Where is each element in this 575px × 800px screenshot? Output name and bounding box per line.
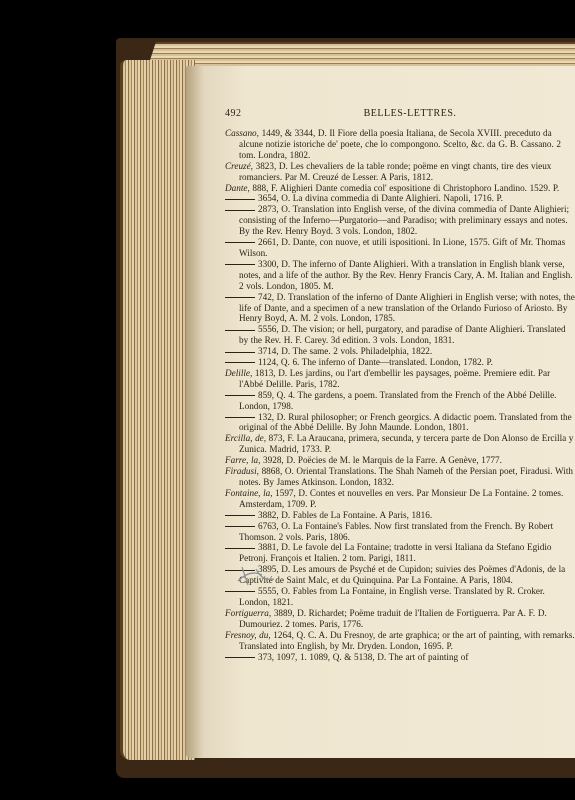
entry-author: Creuzé, bbox=[225, 160, 253, 171]
catalog-entries bbox=[225, 128, 575, 662]
entry-author: Cassano, bbox=[225, 128, 259, 138]
entry-text: 6763, O. La Fontaine's Fables. Now first translated from the French. By Robert Thomson. 2 vols. Paris, 1806. bbox=[239, 520, 554, 542]
entry-text: 373, 1097, 1. 1089, Q. & 5138, D. The art of painting of bbox=[258, 651, 469, 662]
catalog-entry bbox=[225, 368, 575, 390]
ditto-dash bbox=[225, 515, 255, 516]
catalog-entry bbox=[225, 357, 575, 368]
entry-author: Fresnoy, du, bbox=[225, 629, 271, 640]
entry-author: Delille, bbox=[225, 367, 253, 378]
entry-text: 859, Q. 4. The gardens, a poem. Translated from the French of the Abbé Delille. London, 1798. bbox=[239, 389, 557, 411]
entry-text: 2873, O. Translation into English verse, of the divina commedia of Dante Alighieri; consisting of the Inferno—Purgatorio—and Paradiso; with preliminary essays and notes. By the Rev. Henry Boyd. 3 vols. London, 1802. bbox=[239, 204, 570, 237]
pencil-mark bbox=[236, 563, 276, 587]
ditto-dash bbox=[225, 417, 255, 418]
entry-text: 3654, O. La divina commedia di Dante Alighieri. Napoli, 1716. P. bbox=[258, 193, 503, 204]
catalog-entry bbox=[225, 455, 575, 466]
catalog-entry bbox=[225, 324, 575, 346]
ditto-dash bbox=[225, 526, 255, 527]
catalog-entry bbox=[225, 412, 575, 434]
catalog-entry bbox=[225, 183, 575, 194]
entry-text: 3928, D. Poëcies de M. le Marquis de la Farre. A Genève, 1777. bbox=[263, 455, 502, 466]
catalog-entry bbox=[225, 433, 575, 455]
catalog-entry bbox=[225, 510, 575, 521]
ditto-dash bbox=[225, 548, 255, 549]
ditto-dash bbox=[225, 297, 255, 298]
entry-author: Fortiguerra, bbox=[225, 607, 272, 618]
entry-text: 5556, D. The vision; or hell, purgatory, and paradise of Dante Alighieri. Translated by the Rev. H. F. Carey. 3d edition. 3 vols. London, 1831. bbox=[239, 324, 566, 346]
entry-author: Farre, la, bbox=[225, 455, 261, 466]
page-edges-top bbox=[148, 42, 575, 66]
catalog-entry bbox=[225, 542, 575, 564]
entry-text: 1449, & 3344, D. Il Fiore della poesia Italiana, de Secola XVIII. preceduto da alcune notizie istoriche de' poete, che lo compongono. Scelto, &c. da G. B. Cassano. 2 tom. Londra, 1802. bbox=[239, 128, 561, 160]
entry-text: 3889, D. Richardet; Poëme traduit de l'Italien de Fortiguerra. Par A. F. D. Dumouriez. 2 tomes. Paris, 1776. bbox=[239, 607, 547, 629]
entry-text: 132, D. Rural philosopher; or French georgics. A didactic poem. Translated from the original of the Abbé Delille. By John Maunde. London, 1801. bbox=[239, 411, 572, 433]
catalog-entry bbox=[225, 259, 575, 292]
page-header bbox=[225, 108, 575, 126]
ditto-dash bbox=[225, 330, 255, 331]
entry-text: 3881, D. Le favole del La Fontaine; tradotte in versi Italiana da Stefano Egidio Petronj. François et Italien. 2 tom. Parigi, 1811. bbox=[239, 542, 552, 564]
catalog-entry bbox=[225, 466, 575, 488]
running-head: BELLES-LETTRES. bbox=[363, 108, 457, 119]
ditto-dash bbox=[225, 352, 255, 353]
ditto-dash bbox=[225, 362, 255, 363]
ditto-dash bbox=[225, 242, 255, 243]
catalog-entry bbox=[225, 630, 575, 652]
entry-author: Fontaine, la, bbox=[225, 487, 273, 498]
ditto-dash bbox=[225, 199, 255, 200]
ditto-dash bbox=[225, 395, 255, 396]
entry-text: 3714, D. The same. 2 vols. Philadelphia, 1822. bbox=[258, 346, 433, 357]
page-edges-side bbox=[120, 60, 195, 760]
catalog-entry bbox=[225, 390, 575, 412]
entry-text: 1264, Q. C. A. Du Fresnoy, de arte graphica; or the art of painting, with remarks. Translated into English, by Mr. Dryden. London, 1695. P. bbox=[239, 629, 575, 651]
catalog-entry bbox=[225, 292, 575, 325]
ditto-dash bbox=[225, 657, 255, 658]
entry-text: 2661, D. Dante, con nuove, et utili ispositioni. In Lione, 1575. Gift of Mr. Thomas Wilson. bbox=[239, 237, 566, 258]
catalog-entry bbox=[225, 128, 575, 161]
ditto-dash bbox=[225, 210, 255, 211]
entry-text: 1124, Q. 6. The inferno of Dante—translated. London, 1782. P. bbox=[258, 357, 493, 368]
ditto-dash bbox=[225, 591, 255, 592]
ditto-dash bbox=[225, 264, 255, 265]
entry-text: 3300, D. The inferno of Dante Alighieri. With a translation in English blank verse, notes, and a life of the author. By the Rev. Henry Francis Cary, A. M. Italian and English. 2 vols. London, 1805. M. bbox=[239, 258, 573, 291]
catalog-entry bbox=[225, 204, 575, 237]
entry-text: 3882, D. Fables de La Fontaine. A Paris, 1816. bbox=[258, 509, 433, 520]
catalog-entry bbox=[225, 346, 575, 357]
entry-author: Dante, bbox=[225, 182, 250, 193]
catalog-entry bbox=[225, 652, 575, 663]
catalog-entry bbox=[225, 608, 575, 630]
catalog-entry bbox=[225, 586, 575, 608]
catalog-entry bbox=[225, 564, 575, 586]
entry-text: 873, F. La Araucana, primera, secunda, y tercera parte de Don Alonso de Ercilla y Zunica. Madrid, 1733. P. bbox=[239, 433, 574, 455]
entry-text: 5555, O. Fables from La Fontaine, in English verse. Translated by R. Croker. London, 1821. bbox=[239, 586, 545, 607]
entry-author: Ercilla, de, bbox=[225, 433, 267, 444]
catalog-entry bbox=[225, 488, 575, 510]
catalog-entry bbox=[225, 161, 575, 183]
entry-text: 1813, D. Les jardins, ou l'art d'embellir les paysages, poëme. Premiere edit. Par l'Abbé Delille. Paris, 1782. bbox=[239, 367, 551, 389]
catalog-entry bbox=[225, 521, 575, 543]
entry-text: 888, F. Alighieri Dante comedia col' espositione di Christophoro Landino. 1529. P. bbox=[252, 182, 560, 193]
entry-text: 1597, D. Contes et nouvelles en vers. Par Monsieur De La Fontaine. 2 tomes. Amsterdam, 1709. P. bbox=[239, 487, 564, 509]
entry-text: 8868, O. Oriental Translations. The Shah Nameh of the Persian poet, Firadusi. With notes. By James Atkinson. London, 1832. bbox=[239, 466, 573, 487]
entry-text: 3895, D. Les amours de Psyché et de Cupidon; suivies des Poëmes d'Adonis, de la Captivité de Saint Malc, et du Quinquina. Par La Fontaine. A Paris, 1804. bbox=[239, 564, 566, 586]
page-content bbox=[225, 108, 575, 662]
catalog-entry bbox=[225, 193, 575, 204]
page-number: 492 bbox=[225, 108, 242, 119]
entry-author: Firadusi, bbox=[225, 466, 259, 477]
catalog-entry bbox=[225, 237, 575, 259]
entry-text: 742, D. Translation of the inferno of Dante Alighieri in English verse; with notes, the life of Dante, and a specimen of a new translation of the Orlando Furioso of Ariosto. By Henry Boyd, A. M. 2 vols. London, 1785. bbox=[239, 291, 575, 324]
entry-text: 3823, D. Les chevaliers de la table ronde; poëme en vingt chants, tire des vieux romanciers. Par M. Creuzé de Lesser. A Paris, 1812. bbox=[239, 160, 552, 182]
